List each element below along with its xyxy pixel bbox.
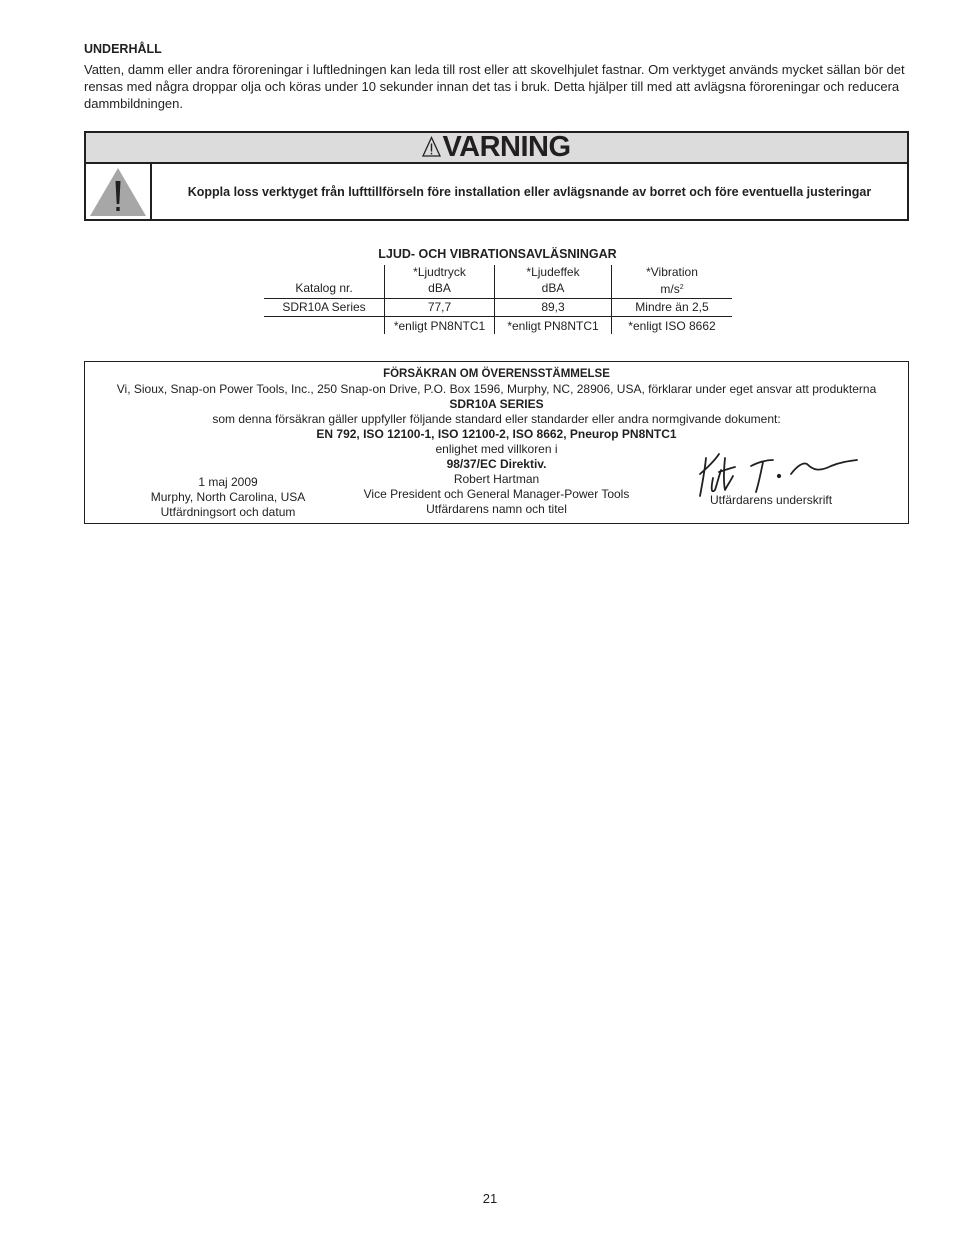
header-power-1: *Ljudeffek xyxy=(495,265,612,280)
warning-header xyxy=(86,133,907,164)
warning-title: VARNING xyxy=(442,131,571,163)
table-row xyxy=(264,299,732,317)
exclamation-triangle-icon xyxy=(86,164,152,219)
maintenance-text: Vatten, damm eller andra föroreningar i luftledningen kan leda till rost eller att skovelhjulet fastnar. Om verktyget används mycket sällan bör det rensas med några droppar olja och köras under 10 sekunder innan det tas i bruk. Detta hjälper till med att avlägsna föroreningar och reducera dammbildningen. xyxy=(84,62,905,111)
declaration-date: 1 maj 2009 xyxy=(198,475,258,489)
header-vibration-1: *Vibration xyxy=(612,265,733,280)
row-power: 89,3 xyxy=(495,299,612,317)
sound-vibration-table xyxy=(264,265,732,334)
declaration-product: SDR10A SERIES xyxy=(449,397,544,411)
declaration-box xyxy=(84,361,909,524)
maintenance-heading: UNDERHÅLL xyxy=(84,42,162,56)
note-pressure: *enligt PN8NTC1 xyxy=(385,317,495,335)
warning-text: Koppla loss verktyget från lufttillförseln före installation eller avlägsnande av borret och före eventuella justeringar xyxy=(187,184,872,199)
header-pressure-1: *Ljudtryck xyxy=(385,265,495,280)
note-vibration: *enligt ISO 8662 xyxy=(612,317,733,335)
declaration-line2: som denna försäkran gäller uppfyller följande standard eller standarder eller andra normgivande dokument: xyxy=(212,412,781,426)
signature-label: Utfärdarens underskrift xyxy=(710,493,833,507)
declaration-place: Murphy, North Carolina, USA xyxy=(150,490,306,504)
signature-image xyxy=(695,450,865,498)
header-catalog: Katalog nr. xyxy=(264,280,385,299)
note-power: *enligt PN8NTC1 xyxy=(495,317,612,335)
declaration-line1: Vi, Sioux, Snap-on Power Tools, Inc., 250 Snap-on Drive, P.O. Box 1596, Murphy, NC, 28906, USA, förklarar under eget ansvar att produkterna xyxy=(116,382,877,396)
declaration-signer-title: Vice President och General Manager-Power Tools xyxy=(363,487,630,501)
header-vibration-2: $m/s^2$ xyxy=(612,280,733,299)
declaration-line3: enlighet med villkoren i xyxy=(435,442,558,456)
declaration-standards: EN 792, ISO 12100-1, ISO 12100-2, ISO 8662, Pneurop PN8NTC1 xyxy=(316,427,677,441)
sound-vibration-title: LJUD- OCH VIBRATIONSAVLÄSNINGAR xyxy=(378,247,617,261)
declaration-directive: 98/37/EC Direktiv. xyxy=(446,457,547,471)
row-vibration: Mindre än 2,5 xyxy=(612,299,733,317)
header-power-2: dBA xyxy=(495,280,612,299)
declaration-title: FÖRSÄKRAN OM ÖVERENSSTÄMMELSE xyxy=(383,368,610,380)
declaration-place-block xyxy=(133,475,323,520)
warning-box xyxy=(84,131,909,221)
row-catalog: SDR10A Series xyxy=(264,299,385,317)
header-pressure-2: dBA xyxy=(385,280,495,299)
row-pressure: 77,7 xyxy=(385,299,495,317)
declaration-place-label: Utfärdningsort och datum xyxy=(160,505,296,519)
declaration-signer-label: Utfärdarens namn och titel xyxy=(426,502,567,516)
page-number: 21 xyxy=(482,1191,498,1206)
declaration-signer: Robert Hartman xyxy=(453,472,540,486)
maintenance-section xyxy=(84,42,914,112)
warning-triangle-icon xyxy=(422,136,441,157)
